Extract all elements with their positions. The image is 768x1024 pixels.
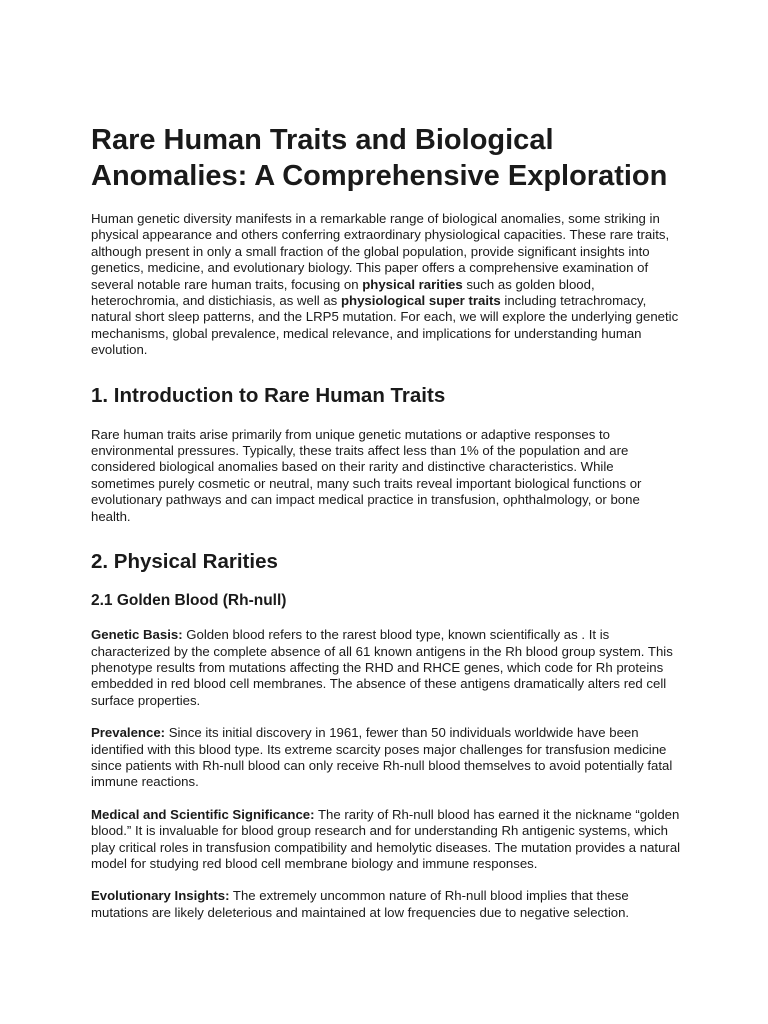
abstract-text-2: such as golden blood, heterochromia, and distichiasis, as well as [91, 276, 595, 309]
subsection-2-1-heading: 2.1 Golden Blood (Rh-null) [91, 592, 287, 610]
significance-paragraph [91, 807, 681, 873]
genetic-basis-paragraph [91, 627, 681, 709]
abstract-paragraph [91, 211, 681, 359]
evolutionary-insights-label: Evolutionary Insights: [91, 888, 230, 904]
abstract-text-1: Human genetic diversity manifests in a remarkable range of biological anomalies, some striking in physical appearance and others conferring extraordinary physiological capacities. These rare traits, although present in only a small fraction of the global population, provide significant insights into genetics, medicine, and evolutionary biology. This paper offers a comprehensive examination of several notable rare human traits, focusing on [91, 211, 670, 292]
abstract-text-3: including tetrachromacy, natural short sleep patterns, and the LRP5 mutation. For each, we will explore the underlying genetic mechanisms, global prevalence, medical relevance, and implications for understanding human evolution. [91, 293, 679, 358]
section-1-body: Rare human traits arise primarily from unique genetic mutations or adaptive responses to environmental pressures. Typically, these traits affect less than 1% of the population and are considered biological anomalies based on their rarity and distinctive characteristics. While sometimes purely cosmetic or neutral, many such traits reveal important biological functions or evolutionary pathways and can impact medical practice in transfusion, ophthalmology, or bone health. [91, 426, 642, 524]
prevalence-paragraph [91, 725, 681, 791]
evolutionary-insights-text: The extremely uncommon nature of Rh-null blood implies that these mutations are likely deleterious and maintained at low frequencies due to negative selection. [91, 888, 630, 920]
significance-label: Medical and Scientific Significance: [91, 806, 315, 822]
section-2-heading: 2. Physical Rarities [91, 550, 278, 574]
abstract-bold-physiological-super-traits: physiological super traits [340, 293, 501, 309]
prevalence-label: Prevalence: [91, 725, 166, 741]
evolutionary-insights-paragraph [91, 888, 681, 921]
document-page [91, 122, 681, 937]
significance-text: The rarity of Rh-null blood has earned it the nickname “golden blood.” It is invaluable for blood group research and for understanding Rh antigenic systems, which play critical roles in transfusion compatibility and hemolytic diseases. The mutation provides a natural model for studying red blood cell membrane biology and immune responses. [91, 806, 681, 871]
abstract-bold-physical-rarities: physical rarities [362, 276, 463, 292]
genetic-basis-label: Genetic Basis: [91, 627, 183, 643]
genetic-basis-text: Golden blood refers to the rarest blood type, known scientifically as . It is characterized by the complete absence of all 61 known antigens in the Rh blood group system. This phenotype results from mutations affecting the RHD and RHCE genes, which code for Rh proteins embedded in red blood cell membranes. The absence of these antigens dramatically alters red cell surface properties. [91, 627, 673, 708]
document-title: Rare Human Traits and Biological Anomalies: A Comprehensive Exploration [91, 124, 668, 192]
section-1-heading: 1. Introduction to Rare Human Traits [91, 383, 446, 407]
prevalence-text: Since its initial discovery in 1961, fewer than 50 individuals worldwide have been identified with this blood type. Its extreme scarcity poses major challenges for transfusion medicine since patients with Rh-null blood can only receive Rh-null blood themselves to avoid potentially fatal immune reactions. [91, 725, 673, 790]
